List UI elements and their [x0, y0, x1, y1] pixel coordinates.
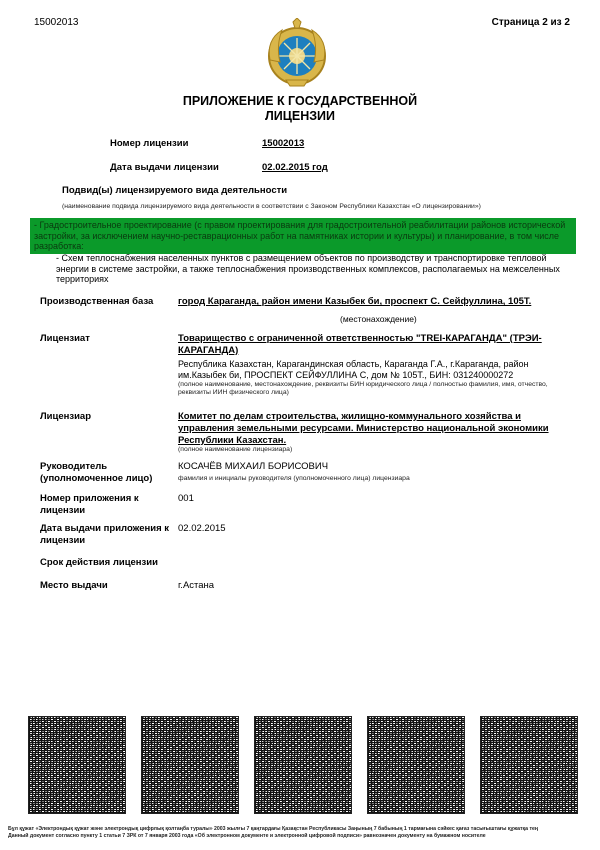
page-title: ПРИЛОЖЕНИЕ К ГОСУДАРСТВЕННОЙ ЛИЦЕНЗИИ: [182, 94, 418, 123]
license-date-label: Дата выдачи лицензии: [110, 162, 219, 173]
license-number-value: 15002013: [262, 138, 305, 149]
licensor-name: Комитет по делам строительства, жилищно-коммунального хозяйства и управления земельными ресурсами. Министерство национальной экономики Республики Казахстан.: [178, 411, 549, 446]
barcode-3: [254, 716, 352, 814]
page-indicator: Страница 2 из 2: [491, 17, 570, 28]
subtype-note: (наименование подвида лицензируемого вида деятельности в соответствии с Законом Республики Казахстан «О лицензировании»): [62, 203, 481, 210]
appendix-number-value: 001: [178, 493, 194, 504]
activity-highlight: - Градостроительное проектирование (с правом проектирования для градостроительной реабилитации районов исторической застройки, за исключением научно-реставрационных работ на памятниках истории и культуры) и планирование, в том числе разработка:: [30, 218, 576, 254]
appendix-date-label: Дата выдачи приложения к лицензии: [40, 523, 170, 546]
barcode-5: [480, 716, 578, 814]
barcode-1: [28, 716, 126, 814]
subtype-heading: Подвид(ы) лицензируемого вида деятельности: [62, 185, 288, 196]
barcode-2: [141, 716, 239, 814]
appendix-date-value: 02.02.2015: [178, 523, 226, 534]
base-value: город Караганда, район имени Казыбек би, проспект С. Сейфуллина, 105Т.: [178, 296, 532, 307]
activity-item: - Схем теплоснабжения населенных пунктов с размещением объектов по производству и транспортировке тепловой энергии в системе застройки, а также теплоснабжения производственных комплексов, располагаемых на межселенных территориях: [56, 253, 560, 284]
document-number: 15002013: [34, 17, 79, 28]
place-label: Место выдачи: [40, 580, 108, 591]
head-caption: фамилия и инициалы руководителя (уполномоченного лица) лицензиара: [178, 475, 410, 482]
licensee-label: Лицензиат: [40, 333, 90, 344]
licensee-caption: (полное наименование, местонахождение, реквизиты БИН юридического лица / полностью фамилия, имя, отчество, реквизиты ИИН физического лица): [178, 381, 548, 396]
licensor-label: Лицензиар: [40, 411, 92, 422]
licensee-details: Республика Казахстан, Карагандинская область, Караганда Г.А., г.Караганда, район им.Казыбек би, ПРОСПЕКТ СЕЙФУЛЛИНА С, дом № 105Т., БИН: 031240000272: [178, 359, 529, 380]
state-emblem-icon: [262, 18, 332, 88]
license-number-label: Номер лицензии: [110, 138, 189, 149]
head-label: Руководитель (уполномоченное лицо): [40, 461, 153, 484]
appendix-number-label: Номер приложения к лицензии: [40, 493, 139, 516]
head-value: КОСАЧЁВ МИХАИЛ БОРИСОВИЧ: [178, 461, 329, 472]
base-caption: (местонахождение): [340, 314, 417, 324]
licensee-name: Товарищество с ограниченной ответственностью "TREI-КАРАГАНДА" (ТРЭИ-КАРАГАНДА): [178, 333, 542, 356]
barcode-4: [367, 716, 465, 814]
license-date-value: 02.02.2015 год: [262, 162, 328, 173]
place-value: г.Астана: [178, 580, 215, 591]
base-label: Производственная база: [40, 296, 154, 307]
licensor-caption: (полное наименование лицензиара): [178, 446, 293, 453]
footer-legal-text: Бұл құжат «Электрондық құжат және электрондық цифрлық қолтаңба туралы» 2003 жылғы 7 қаңтардағы Қазақстан Республикасы Заңының 7 бабының 1 тармағына сәйкес қағаз тасығыштағы құжатқа тең Данный документ согласно пункту 1 статьи 7 ЗРК от 7 января 2003 года «Об электронном документе и электронной цифровой подписи» равнозначен документу на бумажном носителе: [8, 826, 539, 839]
validity-label: Срок действия лицензии: [40, 557, 158, 568]
